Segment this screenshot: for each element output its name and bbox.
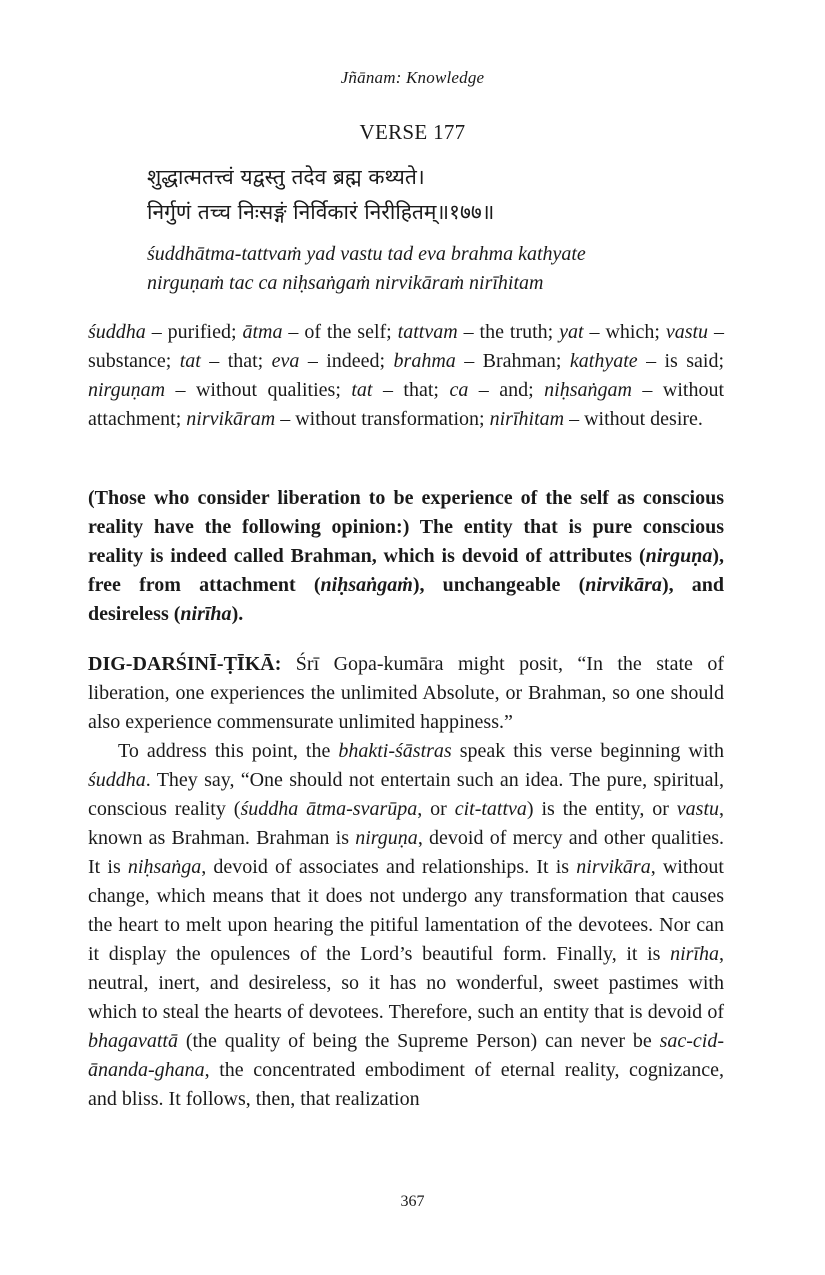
commentary-term: vastu (676, 798, 720, 820)
commentary-text: , the concentrated embodiment of eternal reality, cognizance, and bliss. It follows, then, that realization (88, 1059, 724, 1110)
synonym-definition: – which; (583, 321, 666, 343)
commentary-term: nirvikāra (576, 856, 651, 878)
sanskrit-verse (147, 160, 494, 230)
synonym-term: nirvikāram (186, 408, 276, 430)
synonym-term: kathyate (569, 350, 638, 372)
synonym-term: nirguṇam (88, 379, 166, 401)
translation-text: (Those who consider liberation to be experience of the self as conscious reality have the following opinion:) The entity that is pure conscious reality is indeed called Brahman, which is devoid of attributes ( (88, 487, 724, 567)
commentary-term: nirguṇa (355, 827, 418, 849)
synonym-definition: – without qualities; (165, 379, 352, 401)
commentary-text: , known as Brahman. Brahman is (88, 798, 725, 849)
commentary-text: Śrī Gopa-kumāra might posit, “In the state of liberation, one experiences the unlimited Absolute, or Brahman, so one should also experience commensurate unlimited happiness.” (88, 653, 724, 733)
sanskrit-line: निर्गुणं तच्च निःसङ्गं निर्विकारं निरीहितम्॥१७७॥ (147, 200, 495, 224)
synonym-definition: – Brahman; (455, 350, 570, 372)
synonym-definition: – the truth; (457, 321, 560, 343)
commentary-text: , neutral, inert, and desireless, so it has no wonderful, sweet pastimes with which to steal the hearts of devotees. Therefore, such an entity that is devoid of (88, 943, 724, 1023)
commentary-text: speak this verse beginning with (451, 740, 724, 762)
synonym-term: ca (449, 379, 469, 401)
verse-translation (88, 484, 724, 629)
synonym-definition: – without transformation; (275, 408, 490, 430)
commentary-term: bhakti-śāstras (338, 740, 452, 762)
synonym-term: ātma (242, 321, 283, 343)
translation-term: nirguṇa (645, 545, 713, 567)
translation-term: nirīha (180, 603, 232, 625)
commentary-text: , devoid of associates and relationships. It is (201, 856, 577, 878)
commentary-term: bhagavattā (88, 1030, 178, 1052)
commentary-term: nirīha (670, 943, 719, 965)
commentary-text: To address this point, the (118, 740, 339, 762)
synonym-definition: – indeed; (299, 350, 394, 372)
translation-text: ), unchangeable ( (412, 574, 586, 596)
synonym-term: niḥsaṅgam (544, 379, 632, 401)
verse-title: VERSE 177 (359, 120, 466, 144)
transliteration-line: nirguṇaṁ tac ca niḥsaṅgaṁ nirvikāraṁ nirīhitam (147, 272, 544, 294)
commentary-label: DIG-DARŚINĪ-ṬĪKĀ: (88, 653, 282, 675)
translation-text: ), free from attachment ( (88, 545, 724, 596)
synonym-term: tattvam (397, 321, 458, 343)
translation-term: nirvikāra (585, 574, 662, 596)
commentary-text: ) is the entity, or (526, 798, 677, 820)
translation-text: ). (231, 603, 244, 625)
word-for-word-synonyms (88, 318, 724, 434)
synonym-definition: – without desire. (564, 408, 703, 430)
synonym-term: brahma (393, 350, 456, 372)
commentary-text: . They say, “One should not entertain such an idea. The pure, spiritual, conscious reality ( (88, 769, 724, 820)
sanskrit-line: शुद्धात्मतत्त्वं यद्वस्तु तदेव ब्रह्म कथ्यते। (147, 165, 425, 189)
page-number: 367 (400, 1193, 425, 1210)
synonym-definition: – purified; (145, 321, 243, 343)
synonym-term: nirīhitam (489, 408, 565, 430)
commentary-term: śuddha ātma-svarūpa (240, 798, 418, 820)
commentary-text: , devoid of mercy and other qualities. It is (88, 827, 724, 878)
commentary-paragraph (88, 650, 724, 737)
commentary (88, 650, 724, 1114)
synonym-term: tat (351, 379, 373, 401)
synonym-term: vastu (665, 321, 709, 343)
commentary-paragraph (88, 737, 724, 1114)
synonym-definition: – that; (372, 379, 450, 401)
commentary-text: , without change, which means that it does not undergo any transformation that causes the heart to melt upon hearing the pitiful lamentation of the devotees. Nor can it display the opulences of the Lord’s beautiful form. Finally, it is (88, 856, 724, 965)
commentary-text: , or (417, 798, 455, 820)
running-head: Jñānam: Knowledge (340, 68, 485, 87)
translation-term: niḥsaṅgaṁ (320, 574, 413, 596)
commentary-term: cit-tattva (454, 798, 527, 820)
synonym-term: tat (179, 350, 201, 372)
commentary-term: śuddha (88, 769, 146, 791)
synonym-definition: – substance; (88, 321, 724, 372)
synonym-term: śuddha (88, 321, 146, 343)
transliteration (147, 240, 586, 298)
commentary-term: sac-cid-ānanda-ghana (88, 1030, 724, 1081)
commentary-term: niḥsaṅga (127, 856, 202, 878)
commentary-text: (the quality of being the Supreme Person) can never be (178, 1030, 660, 1052)
synonym-term: yat (559, 321, 584, 343)
synonym-definition: – is said; (637, 350, 725, 372)
transliteration-line: śuddhātma-tattvaṁ yad vastu tad eva brahma kathyate (147, 243, 586, 265)
synonym-definition: – and; (468, 379, 545, 401)
synonym-term: eva (271, 350, 300, 372)
translation-text: ), and desireless ( (88, 574, 724, 625)
synonym-definition: – of the self; (282, 321, 398, 343)
synonym-definition: – that; (200, 350, 272, 372)
synonym-definition: – without attachment; (88, 379, 725, 430)
